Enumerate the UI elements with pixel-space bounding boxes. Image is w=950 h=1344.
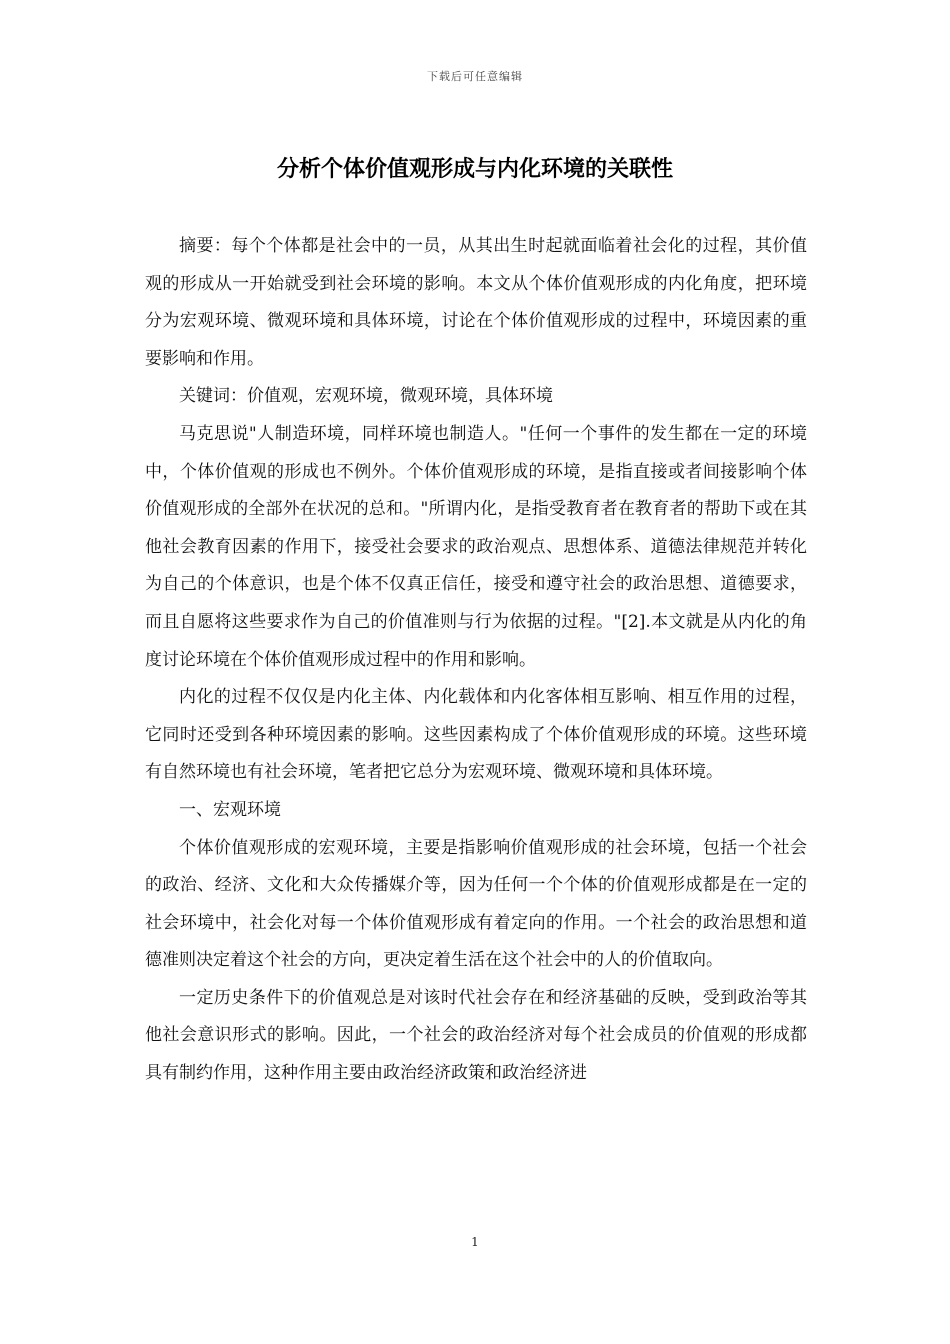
body-paragraph: 马克思说"人制造环境，同样环境也制造人。"任何一个事件的发生都在一定的环境中，个体价值观的形成也不例外。个体价值观形成的环境，是指直接或者间接影响个体价值观形成的全部外在状况的总和。"所谓内化，是指受教育者在教育者的帮助下或在其他社会教育因素的作用下，接受社会要求的政治观点、思想体系、道德法律规范并转化为自己的个体意识，也是个体不仅真正信任，接受和遵守社会的政治思想、道德要求，而且自愿将这些要求作为自己的价值准则与行为依据的过程。"[2].本文就是从内化的角度讨论环境在个体价值观形成过程中的作用和影响。 [145, 423, 807, 670]
document-body [145, 228, 807, 1093]
header-note: 下载后可任意编辑 [427, 70, 523, 83]
body-paragraph: 个体价值观形成的宏观环境，主要是指影响价值观形成的社会环境，包括一个社会的政治、经济、文化和大众传播媒介等，因为任何一个个体的价值观形成都是在一定的社会环境中，社会化对每一个体价值观形成有着定向的作用。一个社会的政治思想和道德准则决定着这个社会的方向，更决定着生活在这个社会中的人的价值取向。 [145, 837, 807, 971]
page-number: 1 [471, 1235, 479, 1249]
document-title: 分析个体价值观形成与内化环境的关联性 [276, 156, 673, 182]
section-heading: 一、宏观环境 [179, 799, 281, 820]
abstract-paragraph: 摘要：每个个体都是社会中的一员，从其出生时起就面临着社会化的过程，其价值观的形成从一开始就受到社会环境的影响。本文从个体价值观形成的内化角度，把环境分为宏观环境、微观环境和具体环境，讨论在个体价值观形成的过程中，环境因素的重要影响和作用。 [145, 236, 807, 369]
body-paragraph: 内化的过程不仅仅是内化主体、内化载体和内化客体相互影响、相互作用的过程，它同时还受到各种环境因素的影响。这些因素构成了个体价值观形成的环境。这些环境有自然环境也有社会环境，笔者把它总分为宏观环境、微观环境和具体环境。 [145, 687, 807, 783]
keywords-paragraph: 关键词：价值观，宏观环境，微观环境，具体环境 [179, 386, 553, 407]
body-paragraph: 一定历史条件下的价值观总是对该时代社会存在和经济基础的反映，受到政治等其他社会意识形式的影响。因此，一个社会的政治经济对每个社会成员的价值观的形成都具有制约作用，这种作用主要由政治经济政策和政治经济进 [145, 987, 807, 1084]
